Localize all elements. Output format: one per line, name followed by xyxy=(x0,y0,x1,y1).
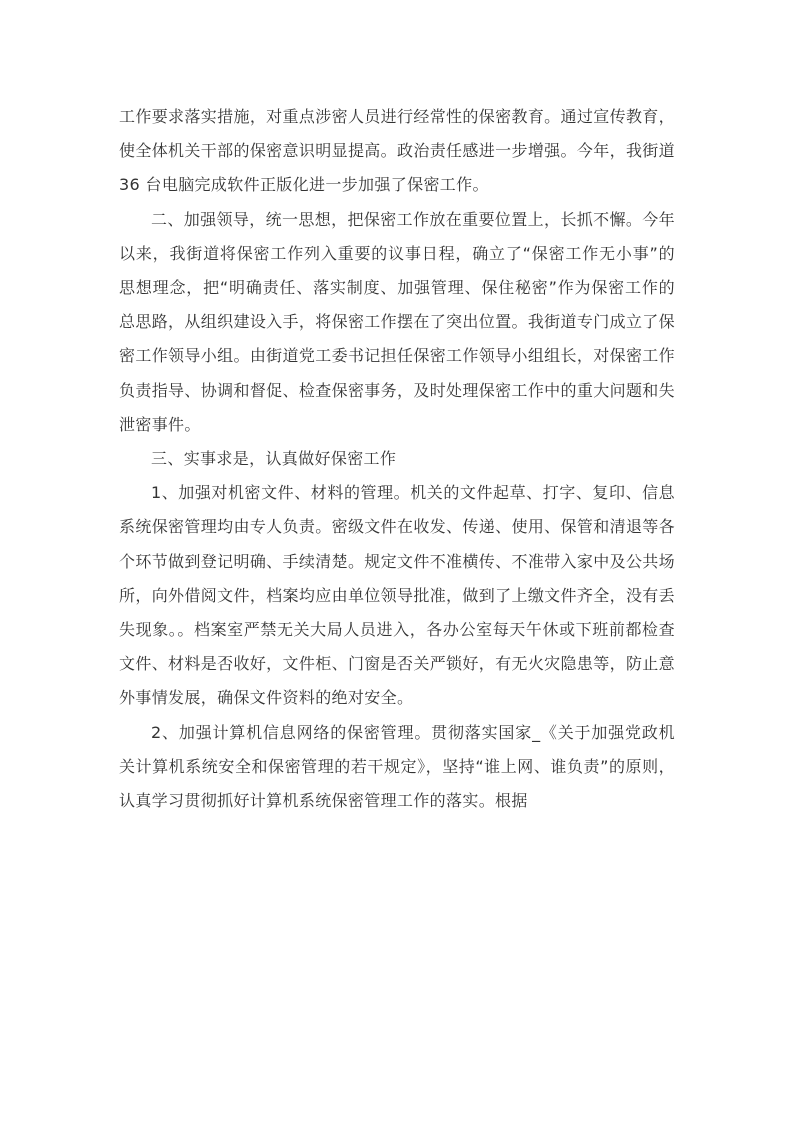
paragraph-item-one: 1、加强对机密文件、材料的管理。机关的文件起草、打字、复印、信息系统保密管理均由专人负责。密级文件在收发、传递、使用、保管和清退等各个环节做到登记明确、手续清楚。规定文件不准横传、不准带入家中及公共场所，向外借阅文件，档案均应由单位领导批准，做到了上缴文件齐全，没有丢失现象。。档案室严禁无关大局人员进入，各办公室每天午休或下班前都检查文件、材料是否收好，文件柜、门窗是否关严锁好，有无火灾隐患等，防止意外事情发展，确保文件资料的绝对安全。 xyxy=(119,483,675,708)
paragraph-continuation: 工作要求落实措施，对重点涉密人员进行经常性的保密教育。通过宣传教育，使全体机关干部的保密意识明显提高。政治责任感进一步增强。今年，我街道 36 台电脑完成软件正版化进一步加强了保密工作。 xyxy=(119,107,675,195)
heading-section-three: 三、实事求是，认真做好保密工作 xyxy=(151,449,397,469)
paragraph-section-two: 二、加强领导，统一思想，把保密工作放在重要位置上，长抓不懈。今年以来，我街道将保密工作列入重要的议事日程，确立了“保密工作无小事”的思想理念，把“明确责任、落实制度、加强管理、保住秘密”作为保密工作的总思路，从组织建设入手，将保密工作摆在了突出位置。我街道专门成立了保密工作领导小组。由街道党工委书记担任保密工作领导小组组长，对保密工作负责指导、协调和督促、检查保密事务，及时处理保密工作中的重大问题和失泄密事件。 xyxy=(119,209,675,434)
paragraph-item-two: 2、加强计算机信息网络的保密管理。贯彻落实国家_《关于加强党政机关计算机系统安全和保密管理的若干规定》，坚持“谁上网、谁负责”的原则，认真学习贯彻抓好计算机系统保密管理工作的落实。根据 xyxy=(119,722,675,811)
document-body xyxy=(119,100,675,818)
